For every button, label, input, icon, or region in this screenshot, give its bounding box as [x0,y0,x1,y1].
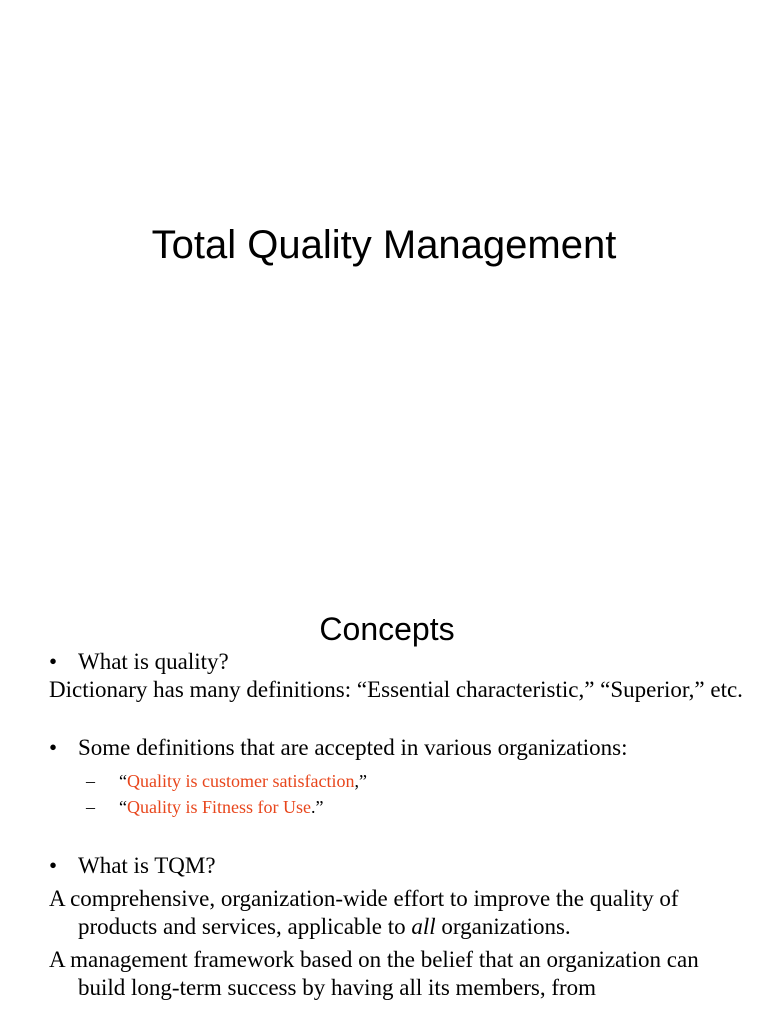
bullet-icon: • [49,853,58,878]
quote-close: .” [311,797,324,817]
dash-icon: – [86,797,95,817]
quote-open: “ [119,797,127,817]
slide-body [49,648,749,1002]
sub-bullet-customer-satisfaction [49,768,749,794]
quote-open: “ [119,771,127,791]
slide-heading: Concepts [319,611,455,647]
quote-close: ,” [354,771,367,791]
tqm-definition-paragraph [49,885,749,941]
management-framework-paragraph: A management framework based on the belief that an organization can build long-term success by having all its members, from [49,947,699,1000]
bullet-what-is-quality [49,648,749,676]
spacer [49,704,749,734]
bullet-text: Some definitions that are accepted in various organizations: [78,735,628,760]
bullet-icon: • [49,649,58,674]
dash-icon: – [86,771,95,791]
sub-bullet-fitness-for-use [49,794,749,820]
tqm-def-text-end: organizations. [435,914,571,939]
tqm-def-text: A comprehensive, organization-wide effort to improve the quality of products and services, applicable to [49,886,679,939]
bullet-text: What is quality? [78,649,229,674]
concepts-slide [0,576,768,1024]
definition-highlight: Quality is Fitness for Use [127,797,311,817]
spacer [49,820,749,852]
slide-title: Total Quality Management [151,223,617,267]
definition-highlight: Quality is customer satisfaction [127,771,355,791]
bullet-what-is-tqm [49,852,749,880]
bullet-icon: • [49,735,58,760]
dictionary-paragraph: Dictionary has many definitions: “Essential characteristic,” “Superior,” etc. [49,677,743,702]
bullet-accepted-definitions [49,734,749,762]
tqm-def-emphasis: all [411,914,436,939]
bullet-text: What is TQM? [78,853,216,878]
